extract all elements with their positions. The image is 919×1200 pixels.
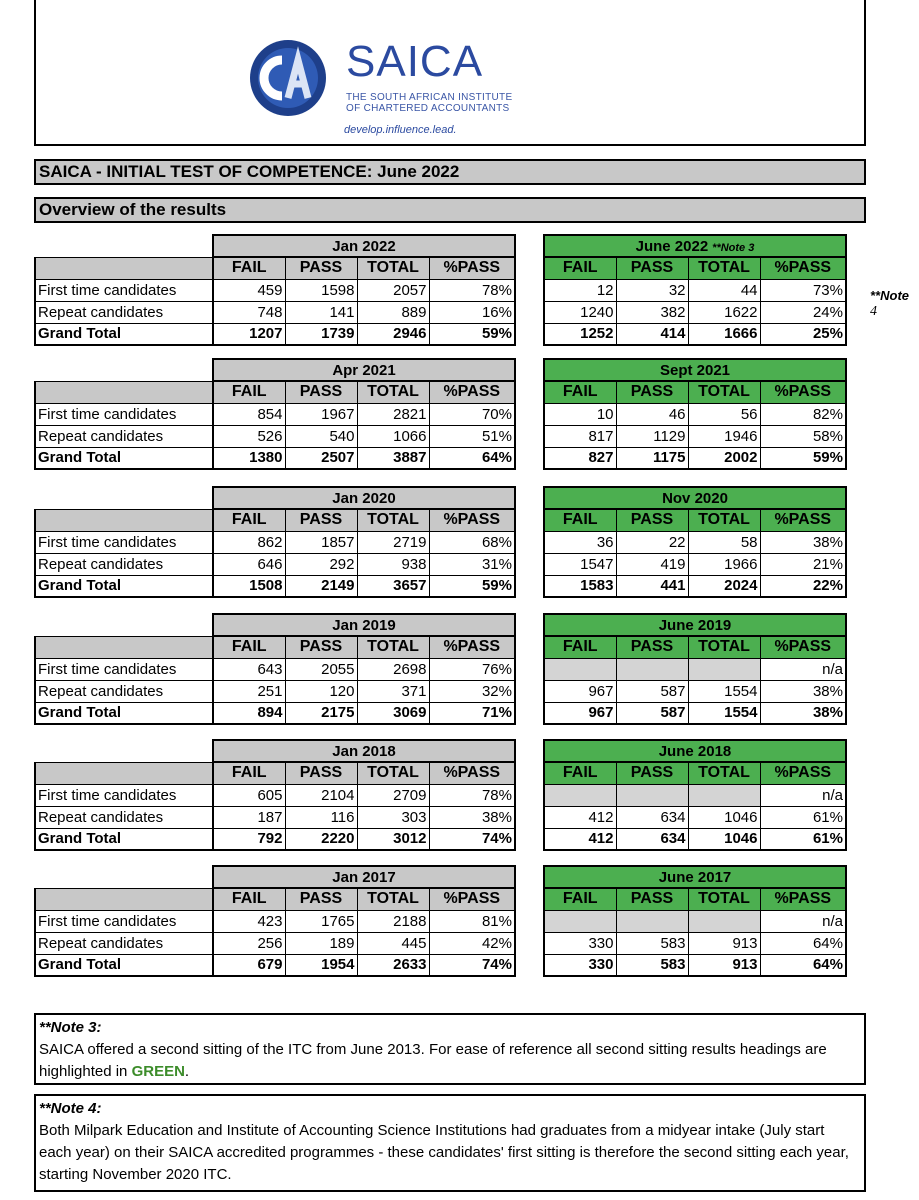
- logo-header: [34, 0, 866, 146]
- column-header: TOTAL: [688, 888, 760, 910]
- column-header: PASS: [616, 888, 688, 910]
- table-cell: 73%: [760, 279, 846, 301]
- table-cell: 303: [357, 806, 429, 828]
- table-cell: [616, 784, 688, 806]
- table-cell: 46: [616, 403, 688, 425]
- right-table-0: [543, 234, 847, 346]
- table-cell: 894: [213, 702, 285, 724]
- table-cell: 22%: [760, 575, 846, 597]
- table-cell: [544, 784, 616, 806]
- table-cell: 862: [213, 531, 285, 553]
- saica-logo-icon: [242, 38, 334, 118]
- table-cell: 38%: [760, 531, 846, 553]
- column-header: FAIL: [544, 257, 616, 279]
- table-cell: 371: [357, 680, 429, 702]
- column-header: FAIL: [213, 888, 285, 910]
- row-label: First time candidates: [35, 784, 213, 806]
- table-cell: 827: [544, 447, 616, 469]
- table-cell: 889: [357, 301, 429, 323]
- column-header: %PASS: [760, 636, 846, 658]
- right-table-1: [543, 358, 847, 470]
- table-row: [544, 425, 846, 447]
- table-cell: 1175: [616, 447, 688, 469]
- table-cell: 44: [688, 279, 760, 301]
- table-cell: 68%: [429, 531, 515, 553]
- table-cell: 59%: [429, 323, 515, 345]
- table-cell: 3887: [357, 447, 429, 469]
- row-label: Grand Total: [35, 954, 213, 976]
- row-label: Repeat candidates: [35, 806, 213, 828]
- table-cell: 2057: [357, 279, 429, 301]
- table-cell: 748: [213, 301, 285, 323]
- table-cell: 583: [616, 954, 688, 976]
- table-cell: 854: [213, 403, 285, 425]
- column-header: FAIL: [544, 509, 616, 531]
- table-row: [544, 658, 846, 680]
- table-cell: 938: [357, 553, 429, 575]
- table-row: [544, 828, 846, 850]
- table-cell: 423: [213, 910, 285, 932]
- table-cell: 1508: [213, 575, 285, 597]
- column-header: PASS: [285, 888, 357, 910]
- table-cell: 3069: [357, 702, 429, 724]
- table-row: [35, 279, 515, 301]
- table-row: [35, 680, 515, 702]
- table-cell: 2633: [357, 954, 429, 976]
- table-cell: 817: [544, 425, 616, 447]
- column-header: PASS: [616, 509, 688, 531]
- column-header: PASS: [285, 381, 357, 403]
- row-label: Repeat candidates: [35, 301, 213, 323]
- table-cell: 913: [688, 932, 760, 954]
- table-cell: 116: [285, 806, 357, 828]
- table-row: [35, 702, 515, 724]
- column-header: %PASS: [760, 762, 846, 784]
- column-header: FAIL: [544, 381, 616, 403]
- section-title: Overview of the results: [34, 197, 866, 223]
- column-header: FAIL: [213, 509, 285, 531]
- row-label: First time candidates: [35, 531, 213, 553]
- column-header: TOTAL: [688, 509, 760, 531]
- table-cell: 1380: [213, 447, 285, 469]
- table-cell: 32%: [429, 680, 515, 702]
- table-cell: 61%: [760, 806, 846, 828]
- table-cell: 56: [688, 403, 760, 425]
- row-label: Grand Total: [35, 702, 213, 724]
- row-label: Grand Total: [35, 828, 213, 850]
- table-cell: 441: [616, 575, 688, 597]
- table-cell: n/a: [760, 784, 846, 806]
- table-cell: 1046: [688, 806, 760, 828]
- row-label: First time candidates: [35, 279, 213, 301]
- column-header: TOTAL: [688, 381, 760, 403]
- table-cell: [688, 658, 760, 680]
- table-cell: 58: [688, 531, 760, 553]
- table-cell: [544, 910, 616, 932]
- table-cell: 419: [616, 553, 688, 575]
- left-table-2: [34, 486, 516, 598]
- table-cell: 2104: [285, 784, 357, 806]
- column-header: PASS: [285, 636, 357, 658]
- table-row: [35, 575, 515, 597]
- table-cell: [688, 784, 760, 806]
- table-cell: 1666: [688, 323, 760, 345]
- table-row: [544, 447, 846, 469]
- table-cell: 78%: [429, 279, 515, 301]
- table-row: [544, 680, 846, 702]
- table-cell: 70%: [429, 403, 515, 425]
- table-cell: 1554: [688, 702, 760, 724]
- row-label: Repeat candidates: [35, 553, 213, 575]
- table-cell: 2002: [688, 447, 760, 469]
- note-3-title: **Note 3:: [39, 1019, 102, 1036]
- table-cell: 1857: [285, 531, 357, 553]
- table-row: [544, 279, 846, 301]
- table-cell: 634: [616, 806, 688, 828]
- table-cell: 1046: [688, 828, 760, 850]
- column-header: FAIL: [544, 636, 616, 658]
- left-table-1: [34, 358, 516, 470]
- table-cell: 2507: [285, 447, 357, 469]
- table-cell: 292: [285, 553, 357, 575]
- table-row: [35, 910, 515, 932]
- table-cell: 1946: [688, 425, 760, 447]
- table-row: [35, 954, 515, 976]
- table-cell: 74%: [429, 828, 515, 850]
- table-cell: 42%: [429, 932, 515, 954]
- table-cell: 2709: [357, 784, 429, 806]
- table-cell: 634: [616, 828, 688, 850]
- column-header: PASS: [616, 381, 688, 403]
- table-cell: 2149: [285, 575, 357, 597]
- period-header: Nov 2020: [544, 487, 846, 509]
- table-cell: 1622: [688, 301, 760, 323]
- column-header: FAIL: [213, 257, 285, 279]
- table-cell: 24%: [760, 301, 846, 323]
- table-cell: 587: [616, 702, 688, 724]
- table-cell: 82%: [760, 403, 846, 425]
- table-cell: 1967: [285, 403, 357, 425]
- table-cell: 61%: [760, 828, 846, 850]
- row-label: First time candidates: [35, 910, 213, 932]
- table-cell: 587: [616, 680, 688, 702]
- table-cell: 189: [285, 932, 357, 954]
- table-cell: 10: [544, 403, 616, 425]
- column-header: TOTAL: [688, 636, 760, 658]
- logo-subtitle: [346, 92, 512, 114]
- column-header: TOTAL: [357, 509, 429, 531]
- note-3: [34, 1013, 866, 1085]
- table-cell: 78%: [429, 784, 515, 806]
- table-cell: 1240: [544, 301, 616, 323]
- logo-subtitle-line2: OF CHARTERED ACCOUNTANTS: [346, 103, 510, 114]
- table-cell: 2719: [357, 531, 429, 553]
- left-table-0: [34, 234, 516, 346]
- table-cell: 1252: [544, 323, 616, 345]
- period-header: Jan 2019: [213, 614, 515, 636]
- table-cell: 38%: [760, 680, 846, 702]
- right-table-2: [543, 486, 847, 598]
- period-header: June 2022 **Note 3: [544, 235, 846, 257]
- table-row: [544, 553, 846, 575]
- table-cell: [688, 910, 760, 932]
- period-header: Jan 2020: [213, 487, 515, 509]
- table-cell: 51%: [429, 425, 515, 447]
- table-cell: 2024: [688, 575, 760, 597]
- table-row: [35, 531, 515, 553]
- column-header: PASS: [285, 762, 357, 784]
- table-cell: 583: [616, 932, 688, 954]
- table-cell: 64%: [760, 932, 846, 954]
- table-cell: 187: [213, 806, 285, 828]
- table-row: [544, 403, 846, 425]
- table-cell: 120: [285, 680, 357, 702]
- column-header: %PASS: [760, 888, 846, 910]
- row-label: Repeat candidates: [35, 425, 213, 447]
- column-header: PASS: [285, 257, 357, 279]
- table-cell: [616, 658, 688, 680]
- row-label: Grand Total: [35, 323, 213, 345]
- table-row: [35, 447, 515, 469]
- table-cell: 967: [544, 680, 616, 702]
- column-header: FAIL: [544, 762, 616, 784]
- table-cell: 38%: [760, 702, 846, 724]
- note-4-text: Both Milpark Education and Institute of Accounting Science Institutions had graduates from a midyear intake (July start each year) on their SAICA accredited programmes - these candidates' first sitting is therefore the second sitting each year, starting November 2020 ITC.: [39, 1122, 849, 1183]
- column-header: %PASS: [760, 509, 846, 531]
- table-cell: 2175: [285, 702, 357, 724]
- column-header: FAIL: [213, 381, 285, 403]
- table-cell: 382: [616, 301, 688, 323]
- table-cell: 1966: [688, 553, 760, 575]
- right-table-4: [543, 739, 847, 851]
- table-cell: 1739: [285, 323, 357, 345]
- table-cell: 2188: [357, 910, 429, 932]
- table-cell: 1954: [285, 954, 357, 976]
- page-title: SAICA - INITIAL TEST OF COMPETENCE: June 2022: [34, 159, 866, 185]
- row-label: First time candidates: [35, 658, 213, 680]
- table-cell: 36: [544, 531, 616, 553]
- row-label: Repeat candidates: [35, 680, 213, 702]
- table-cell: 792: [213, 828, 285, 850]
- table-row: [544, 932, 846, 954]
- table-cell: 38%: [429, 806, 515, 828]
- column-header: %PASS: [760, 381, 846, 403]
- period-header: Jan 2018: [213, 740, 515, 762]
- table-cell: 1765: [285, 910, 357, 932]
- column-header: PASS: [616, 257, 688, 279]
- side-note-4: **Note 4: [870, 288, 910, 319]
- column-header: %PASS: [429, 257, 515, 279]
- period-header: June 2017: [544, 866, 846, 888]
- table-cell: 967: [544, 702, 616, 724]
- table-cell: 1207: [213, 323, 285, 345]
- table-row: [544, 702, 846, 724]
- logo-subtitle-line1: THE SOUTH AFRICAN INSTITUTE: [346, 92, 513, 103]
- right-table-5: [543, 865, 847, 977]
- column-header: %PASS: [429, 636, 515, 658]
- column-header: TOTAL: [688, 257, 760, 279]
- table-cell: [616, 910, 688, 932]
- period-header: Jan 2017: [213, 866, 515, 888]
- table-cell: 459: [213, 279, 285, 301]
- table-cell: 3012: [357, 828, 429, 850]
- table-cell: 59%: [429, 575, 515, 597]
- table-cell: 74%: [429, 954, 515, 976]
- table-cell: 256: [213, 932, 285, 954]
- period-header: Sept 2021: [544, 359, 846, 381]
- table-cell: 16%: [429, 301, 515, 323]
- table-row: [35, 828, 515, 850]
- table-cell: 2821: [357, 403, 429, 425]
- table-row: [35, 403, 515, 425]
- table-cell: 2946: [357, 323, 429, 345]
- table-cell: 22: [616, 531, 688, 553]
- table-row: [544, 806, 846, 828]
- column-header: PASS: [285, 509, 357, 531]
- logo-tagline: develop.influence.lead.: [344, 124, 457, 136]
- column-header: FAIL: [213, 636, 285, 658]
- table-cell: 31%: [429, 553, 515, 575]
- column-header: PASS: [616, 762, 688, 784]
- column-header: TOTAL: [357, 762, 429, 784]
- table-cell: [544, 658, 616, 680]
- table-row: [544, 910, 846, 932]
- period-header: Jan 2022: [213, 235, 515, 257]
- column-header: PASS: [616, 636, 688, 658]
- column-header: TOTAL: [357, 888, 429, 910]
- table-cell: 76%: [429, 658, 515, 680]
- table-row: [544, 575, 846, 597]
- table-cell: 81%: [429, 910, 515, 932]
- column-header: FAIL: [213, 762, 285, 784]
- table-cell: n/a: [760, 910, 846, 932]
- table-row: [544, 323, 846, 345]
- column-header: %PASS: [429, 888, 515, 910]
- table-cell: 646: [213, 553, 285, 575]
- table-cell: 526: [213, 425, 285, 447]
- table-cell: 1547: [544, 553, 616, 575]
- table-cell: 643: [213, 658, 285, 680]
- table-cell: 25%: [760, 323, 846, 345]
- table-cell: 605: [213, 784, 285, 806]
- note-4-title: **Note 4:: [39, 1100, 102, 1117]
- note-4: [34, 1094, 866, 1192]
- column-header: %PASS: [429, 509, 515, 531]
- table-cell: 679: [213, 954, 285, 976]
- table-cell: 445: [357, 932, 429, 954]
- column-header: FAIL: [544, 888, 616, 910]
- table-cell: 412: [544, 828, 616, 850]
- table-row: [35, 553, 515, 575]
- table-cell: n/a: [760, 658, 846, 680]
- table-row: [35, 784, 515, 806]
- row-label: Repeat candidates: [35, 932, 213, 954]
- row-label: First time candidates: [35, 403, 213, 425]
- table-cell: 540: [285, 425, 357, 447]
- table-cell: 141: [285, 301, 357, 323]
- table-row: [544, 784, 846, 806]
- table-cell: 64%: [429, 447, 515, 469]
- table-row: [35, 323, 515, 345]
- table-cell: 1583: [544, 575, 616, 597]
- period-header: Apr 2021: [213, 359, 515, 381]
- table-row: [35, 301, 515, 323]
- table-cell: 21%: [760, 553, 846, 575]
- row-label: Grand Total: [35, 575, 213, 597]
- left-table-4: [34, 739, 516, 851]
- column-header: TOTAL: [688, 762, 760, 784]
- table-cell: 71%: [429, 702, 515, 724]
- period-header: June 2018: [544, 740, 846, 762]
- table-row: [544, 301, 846, 323]
- table-cell: 251: [213, 680, 285, 702]
- table-cell: 414: [616, 323, 688, 345]
- column-header: %PASS: [429, 762, 515, 784]
- table-cell: 330: [544, 932, 616, 954]
- table-cell: 64%: [760, 954, 846, 976]
- logo-saica-text: SAICA: [346, 37, 484, 86]
- table-row: [544, 531, 846, 553]
- column-header: %PASS: [760, 257, 846, 279]
- table-cell: 412: [544, 806, 616, 828]
- table-cell: 2055: [285, 658, 357, 680]
- column-header: TOTAL: [357, 381, 429, 403]
- column-header: TOTAL: [357, 636, 429, 658]
- table-cell: 3657: [357, 575, 429, 597]
- table-row: [35, 425, 515, 447]
- table-cell: 58%: [760, 425, 846, 447]
- table-cell: 1598: [285, 279, 357, 301]
- table-cell: 2698: [357, 658, 429, 680]
- table-row: [35, 806, 515, 828]
- table-cell: 913: [688, 954, 760, 976]
- table-cell: 330: [544, 954, 616, 976]
- left-table-5: [34, 865, 516, 977]
- table-cell: 32: [616, 279, 688, 301]
- table-cell: 12: [544, 279, 616, 301]
- table-row: [35, 932, 515, 954]
- column-header: TOTAL: [357, 257, 429, 279]
- note-3-text: SAICA offered a second sitting of the ITC from June 2013. For ease of reference all second sitting results headings are highlighted in GREEN.: [39, 1041, 827, 1080]
- table-cell: 1554: [688, 680, 760, 702]
- right-table-3: [543, 613, 847, 725]
- period-header: June 2019: [544, 614, 846, 636]
- table-cell: 2220: [285, 828, 357, 850]
- row-label: Grand Total: [35, 447, 213, 469]
- table-row: [35, 658, 515, 680]
- table-cell: 59%: [760, 447, 846, 469]
- column-header: %PASS: [429, 381, 515, 403]
- left-table-3: [34, 613, 516, 725]
- table-row: [544, 954, 846, 976]
- table-cell: 1066: [357, 425, 429, 447]
- period-note: **Note 3: [712, 241, 755, 254]
- table-cell: 1129: [616, 425, 688, 447]
